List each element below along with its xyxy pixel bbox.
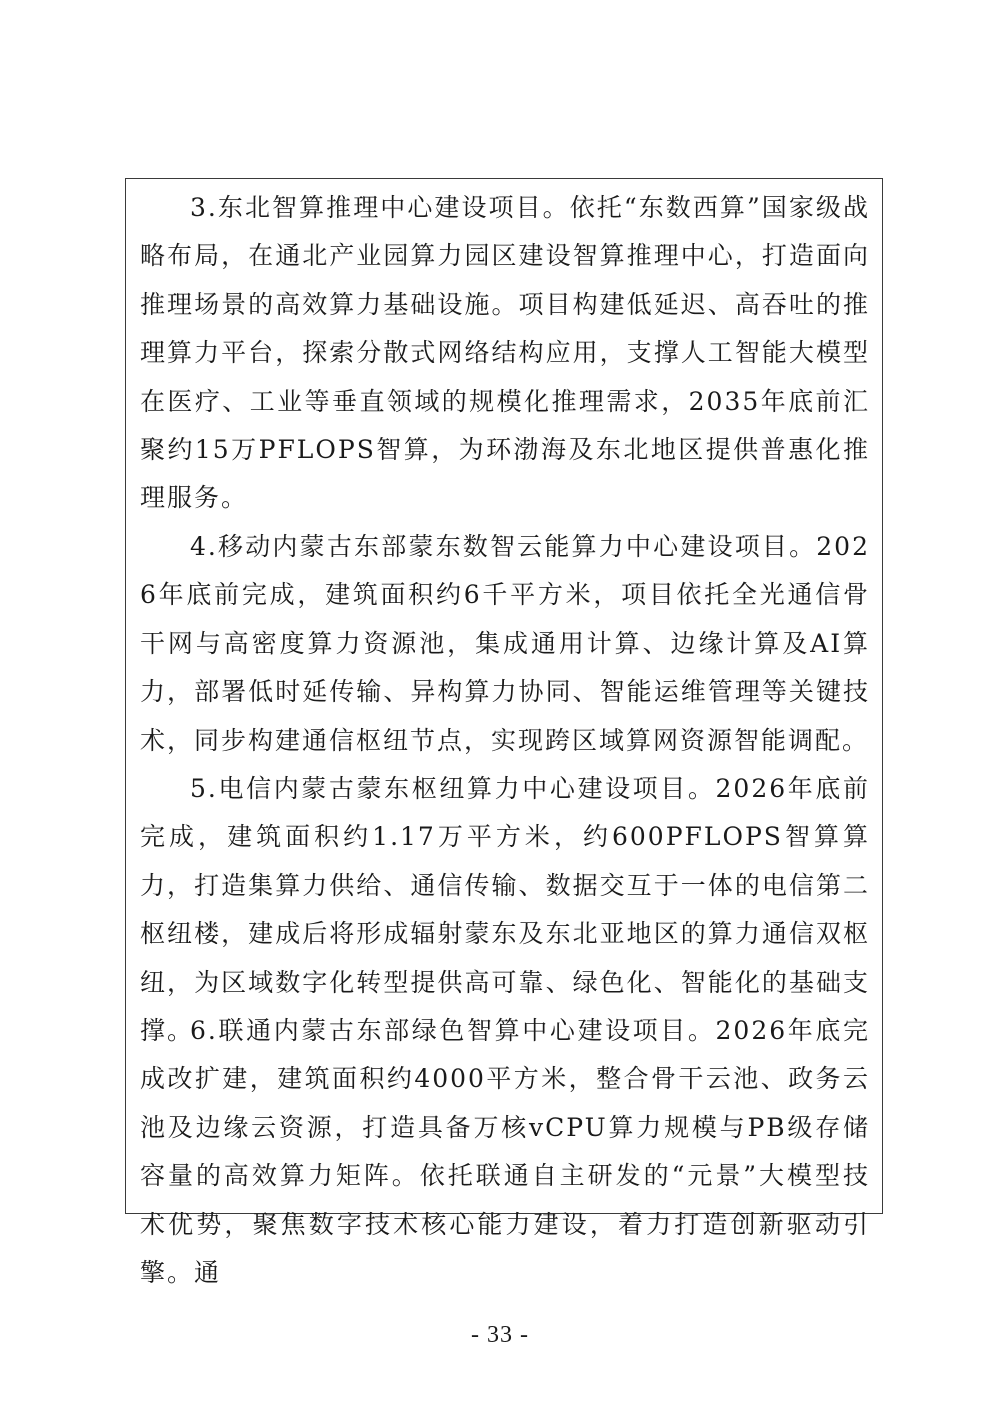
page-number: - 33 -: [471, 1322, 529, 1348]
paragraph-project-6: 6.联通内蒙古东部绿色智算中心建设项目。2026年底完成改扩建，建筑面积约4000平方米，整合骨干云池、政务云池及边缘云资源，打造具备万核vCPU算力规模与PB级存储容量的高效算力矩阵。依托联通自主研发的“元景”大模型技术优势，聚焦数字技术核心能力建设，着力打造创新驱动引擎。通: [140, 1016, 870, 1288]
paragraph-project-3: 3.东北智算推理中心建设项目。依托“东数西算”国家级战略布局，在通北产业园算力园区建设智算推理中心，打造面向推理场景的高效算力基础设施。项目构建低延迟、高吞吐的推理算力平台，探索分散式网络结构应用，支撑人工智能大模型在医疗、工业等垂直领域的规模化推理需求，2035年底前汇聚约15万PFLOPS智算，为环渤海及东北地区提供普惠化推理服务。: [140, 193, 870, 513]
bordered-content-box: [125, 178, 883, 1288]
paragraph-project-5: 5.电信内蒙古蒙东枢纽算力中心建设项目。2026年底前完成，建筑面积约1.17万平方米，约600PFLOPS智算算力，打造集算力供给、通信传输、数据交互于一体的电信第二枢纽楼，建成后将形成辐射蒙东及东北亚地区的算力通信双枢纽，为区域数字化转型提供高可靠、绿色化、智能化的基础支撑。: [140, 774, 870, 1046]
paragraph-project-4: 4.移动内蒙古东部蒙东数智云能算力中心建设项目。2026年底前完成，建筑面积约6千平方米，项目依托全光通信骨干网与高密度算力资源池，集成通用计算、边缘计算及AI算力，部署低时延传输、异构算力协同、智能运维管理等关键技术，同步构建通信枢纽节点，实现跨区域算网资源智能调配。: [140, 532, 870, 755]
